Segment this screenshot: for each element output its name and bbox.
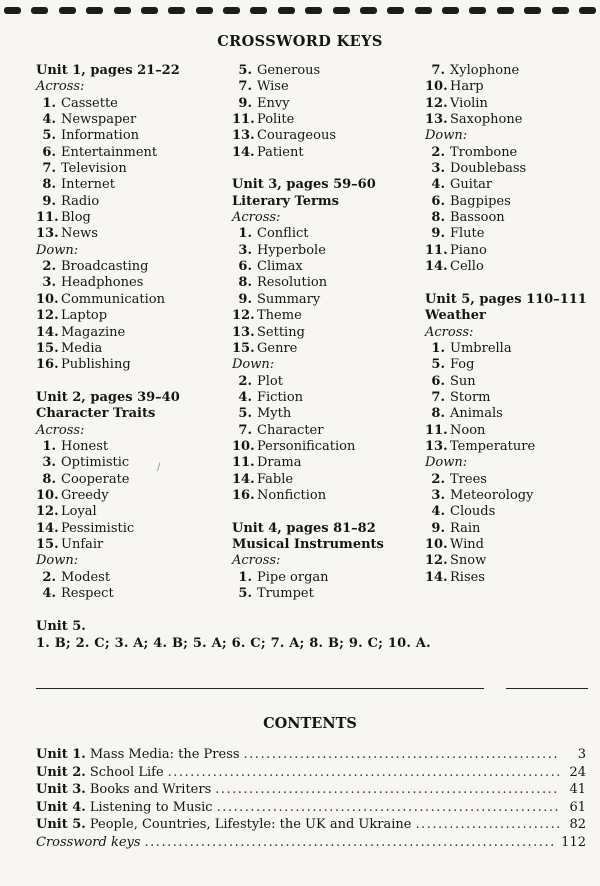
key-entry xyxy=(36,472,226,488)
answer-word: Clouds xyxy=(450,504,496,520)
contents-page-number: 61 xyxy=(569,799,586,815)
clue-number: 9. xyxy=(431,226,445,242)
answer-word: Fog xyxy=(450,357,475,373)
answer-word: Drama xyxy=(257,455,302,471)
clue-number: 7. xyxy=(431,63,445,78)
clue-number: 5. xyxy=(238,586,252,601)
section-heading: Unit 2, pages 39–40 xyxy=(36,389,180,405)
key-entry xyxy=(36,96,226,112)
clue-number: 2. xyxy=(431,471,445,487)
answer-word: Envy xyxy=(257,95,290,111)
contents-title-text: School Life xyxy=(89,764,164,780)
contents-page-number: 82 xyxy=(569,817,586,832)
answer-word: Temperature xyxy=(450,438,536,454)
clue-number: 8. xyxy=(431,406,445,422)
key-entry xyxy=(232,341,422,357)
direction-label: Across: xyxy=(36,79,85,95)
clue-number: 10. xyxy=(36,487,59,503)
answer-word: Internet xyxy=(61,177,115,193)
dot-leader xyxy=(244,747,560,762)
key-entry xyxy=(232,472,422,488)
contents-row xyxy=(36,835,586,853)
answer-word: Rain xyxy=(450,520,481,536)
key-entry xyxy=(232,79,422,95)
answer-word: Saxophone xyxy=(450,112,523,128)
clue-number: 11. xyxy=(232,455,255,471)
answer-word: Genre xyxy=(257,340,298,356)
contents-unit: Unit 5. xyxy=(36,817,86,832)
key-entry xyxy=(425,472,595,488)
clue-number: 16. xyxy=(36,357,59,373)
answer-word: Entertainment xyxy=(61,144,158,160)
key-entry xyxy=(232,325,422,341)
key-entry xyxy=(425,374,595,390)
key-entry xyxy=(36,586,226,602)
answer-word: Optimistic xyxy=(61,455,130,471)
answer-word: Trumpet xyxy=(257,586,314,601)
key-entry xyxy=(232,439,422,455)
key-entry xyxy=(232,112,422,128)
key-entry xyxy=(36,439,226,455)
clue-number: 14. xyxy=(425,569,448,585)
answer-word: Respect xyxy=(61,586,114,601)
answer-word: News xyxy=(61,226,98,242)
answer-word: Noon xyxy=(450,422,486,438)
clue-number: 10. xyxy=(232,438,255,454)
clue-number: 14. xyxy=(232,471,255,487)
answer-word: Communication xyxy=(61,291,165,307)
answer-word: Fiction xyxy=(257,389,304,405)
clue-number: 4. xyxy=(42,112,56,128)
answer-word: Climax xyxy=(257,259,303,275)
section-heading: Unit 5, pages 110–111 xyxy=(425,291,587,307)
contents-page-number: 3 xyxy=(577,747,586,762)
key-entry xyxy=(36,488,226,504)
clue-number: 11. xyxy=(36,210,59,226)
clue-number: 2. xyxy=(42,569,56,585)
answer-word: Animals xyxy=(450,406,503,422)
answer-word: Cassette xyxy=(61,95,118,111)
contents-title-text: Crossword keys xyxy=(36,834,141,850)
key-entry xyxy=(425,439,595,455)
answer-word: Snow xyxy=(450,553,487,569)
direction-label: Across: xyxy=(425,324,474,340)
section-heading: Weather xyxy=(425,308,486,324)
clue-number: 14. xyxy=(36,324,59,340)
direction-label: Across: xyxy=(232,210,281,226)
key-entry xyxy=(36,128,226,144)
key-entry xyxy=(36,570,226,586)
clue-number: 7. xyxy=(431,389,445,405)
answer-word: Trombone xyxy=(450,144,518,160)
answer-word: Loyal xyxy=(61,504,97,520)
clue-number: 12. xyxy=(232,308,255,324)
key-entry xyxy=(36,325,226,341)
clue-number: 3. xyxy=(42,275,56,291)
clue-number: 5. xyxy=(238,63,252,78)
answer-word: Guitar xyxy=(450,177,493,193)
key-entry xyxy=(232,275,422,291)
answer-word: Plot xyxy=(257,373,283,389)
clue-number: 11. xyxy=(232,112,255,128)
key-entry xyxy=(425,161,595,177)
contents-page-number: 24 xyxy=(569,764,586,780)
key-entry xyxy=(425,259,595,275)
clue-number: 3. xyxy=(431,161,445,177)
clue-number: 11. xyxy=(425,422,448,438)
page-title: CROSSWORD KEYS xyxy=(217,33,383,50)
answer-word: Flute xyxy=(450,226,485,242)
answer-word: Harp xyxy=(450,79,484,95)
answer-word: Resolution xyxy=(257,275,328,291)
contents-row xyxy=(36,782,586,800)
answer-word: Pessimistic xyxy=(61,520,135,536)
key-entry xyxy=(36,161,226,177)
answer-word: Magazine xyxy=(61,324,126,340)
clue-number: 4. xyxy=(238,389,252,405)
key-entry xyxy=(36,194,226,210)
answer-word: Wind xyxy=(450,536,484,552)
answer-word: Rises xyxy=(450,569,485,585)
answer-word: Trees xyxy=(450,471,487,487)
keys-column-3 xyxy=(425,63,595,586)
clue-number: 2. xyxy=(238,373,252,389)
contents-row xyxy=(36,817,586,835)
answer-word: Violin xyxy=(450,95,488,111)
answer-word: Nonfiction xyxy=(257,487,327,503)
answer-word: Modest xyxy=(61,569,111,585)
key-entry xyxy=(425,79,595,95)
answer-word: Honest xyxy=(61,438,109,454)
contents-page-number: 112 xyxy=(561,834,586,850)
key-entry xyxy=(232,292,422,308)
key-entry xyxy=(36,341,226,357)
answer-word: Generous xyxy=(257,63,321,78)
answer-word: Summary xyxy=(257,291,321,307)
answer-word: Storm xyxy=(450,389,491,405)
key-entry xyxy=(232,455,422,471)
answer-word: Character xyxy=(257,422,324,438)
clue-number: 6. xyxy=(238,259,252,275)
key-entry xyxy=(232,423,422,439)
key-entry xyxy=(425,226,595,242)
stray-mark: / xyxy=(157,462,161,473)
contents-row xyxy=(36,800,586,818)
spacer xyxy=(425,275,595,291)
clue-number: 13. xyxy=(425,112,448,128)
contents-title-text: Books and Writers xyxy=(89,782,212,797)
clue-number: 8. xyxy=(431,210,445,226)
answer-word: Piano xyxy=(450,242,487,258)
key-entry xyxy=(36,357,226,373)
answer-word: Myth xyxy=(257,406,292,422)
key-entry xyxy=(425,423,595,439)
clue-number: 12. xyxy=(36,308,59,324)
clue-number: 14. xyxy=(232,144,255,160)
key-entry xyxy=(232,406,422,422)
key-entry xyxy=(425,243,595,259)
section-heading: Musical Instruments xyxy=(232,536,384,552)
clue-number: 12. xyxy=(425,553,448,569)
contents-unit: Unit 4. xyxy=(36,799,86,815)
key-entry xyxy=(425,406,595,422)
answer-word: Xylophone xyxy=(450,63,520,78)
spiral-binding xyxy=(4,7,596,15)
contents-unit: Unit 1. xyxy=(36,747,86,762)
key-entry xyxy=(232,243,422,259)
answer-word: Bagpipes xyxy=(450,193,511,209)
key-entry xyxy=(36,308,226,324)
contents-list xyxy=(36,747,586,852)
key-entry xyxy=(232,488,422,504)
answer-word: Cooperate xyxy=(61,471,130,487)
dot-leader xyxy=(215,782,560,797)
clue-number: 8. xyxy=(238,275,252,291)
contents-row xyxy=(36,747,586,765)
answer-word: Headphones xyxy=(61,275,144,291)
contents-title-text: People, Countries, Lifestyle: the UK and Ukraine xyxy=(89,817,412,832)
answer-word: Personification xyxy=(257,438,356,454)
answer-word: Meteorology xyxy=(450,487,534,503)
key-entry xyxy=(425,210,595,226)
key-entry xyxy=(425,63,595,79)
answer-word: Conflict xyxy=(257,226,309,242)
key-entry xyxy=(232,63,422,79)
section-heading: Unit 4, pages 81–82 xyxy=(232,520,376,536)
clue-number: 2. xyxy=(42,259,56,275)
answer-word: Hyperbole xyxy=(257,242,326,258)
clue-number: 2. xyxy=(431,144,445,160)
key-entry xyxy=(425,521,595,537)
key-entry xyxy=(36,226,226,242)
key-entry xyxy=(36,259,226,275)
clue-number: 15. xyxy=(36,340,59,356)
clue-number: 8. xyxy=(42,177,56,193)
clue-number: 1. xyxy=(431,340,445,356)
unit5-answers xyxy=(36,619,431,652)
answer-word: Pipe organ xyxy=(257,569,329,585)
clue-number: 10. xyxy=(425,536,448,552)
clue-number: 9. xyxy=(42,193,56,209)
answer-word: Blog xyxy=(61,210,91,226)
key-entry xyxy=(36,145,226,161)
key-entry xyxy=(425,194,595,210)
direction-label: Down: xyxy=(425,455,468,471)
answer-word: Information xyxy=(61,128,140,144)
answer-word: Television xyxy=(61,161,127,177)
clue-number: 13. xyxy=(36,226,59,242)
direction-label: Down: xyxy=(232,357,275,373)
answer-word: Greedy xyxy=(61,487,109,503)
key-entry xyxy=(36,112,226,128)
key-entry xyxy=(425,112,595,128)
direction-label: Down: xyxy=(36,553,79,569)
spacer xyxy=(36,374,226,390)
key-entry xyxy=(425,537,595,553)
key-entry xyxy=(36,275,226,291)
answer-word: Publishing xyxy=(61,357,131,373)
direction-label: Across: xyxy=(232,553,281,569)
key-entry xyxy=(232,259,422,275)
key-entry xyxy=(425,488,595,504)
answer-word: Patient xyxy=(257,144,304,160)
key-entry xyxy=(425,341,595,357)
key-entry xyxy=(36,521,226,537)
answer-word: Wise xyxy=(257,79,289,95)
clue-number: 4. xyxy=(431,504,445,520)
clue-number: 14. xyxy=(36,520,59,536)
answer-word: Polite xyxy=(257,112,295,128)
clue-number: 13. xyxy=(232,128,255,144)
key-entry xyxy=(232,128,422,144)
dot-leader xyxy=(415,817,560,832)
contents-unit: Unit 2. xyxy=(36,764,86,780)
answer-word: Laptop xyxy=(61,308,108,324)
key-entry xyxy=(36,504,226,520)
clue-number: 3. xyxy=(42,455,56,471)
clue-number: 6. xyxy=(431,193,445,209)
contents-unit: Unit 3. xyxy=(36,782,86,797)
clue-number: 9. xyxy=(238,95,252,111)
clue-number: 3. xyxy=(431,487,445,503)
contents-title-text: Listening to Music xyxy=(89,799,213,815)
answer-word: Broadcasting xyxy=(61,259,149,275)
clue-number: 1. xyxy=(42,438,56,454)
clue-number: 1. xyxy=(238,226,252,242)
answer-word: Theme xyxy=(257,308,302,324)
contents-title-text: Mass Media: the Press xyxy=(89,747,240,762)
contents-page-number: 41 xyxy=(569,782,586,797)
clue-number: 3. xyxy=(238,242,252,258)
section-heading: Unit 3, pages 59–60 xyxy=(232,177,376,193)
key-entry xyxy=(232,96,422,112)
divider-line xyxy=(36,688,484,689)
clue-number: 5. xyxy=(431,357,445,373)
unit5-answer-list: 1. B; 2. C; 3. A; 4. B; 5. A; 6. C; 7. A; 8. B; 9. C; 10. A. xyxy=(36,635,431,651)
clue-number: 11. xyxy=(425,242,448,258)
key-entry xyxy=(425,570,595,586)
key-entry xyxy=(232,308,422,324)
clue-number: 15. xyxy=(232,340,255,356)
key-entry xyxy=(36,292,226,308)
answer-word: Radio xyxy=(61,193,100,209)
section-heading: Unit 1, pages 21–22 xyxy=(36,63,180,78)
spacer xyxy=(232,504,422,520)
contents-title: CONTENTS xyxy=(263,715,357,732)
key-entry xyxy=(232,570,422,586)
clue-number: 7. xyxy=(42,161,56,177)
answer-word: Bassoon xyxy=(450,210,505,226)
answer-word: Fable xyxy=(257,471,294,487)
spacer xyxy=(232,161,422,177)
clue-number: 15. xyxy=(36,536,59,552)
key-entry xyxy=(425,357,595,373)
clue-number: 4. xyxy=(42,586,56,601)
key-entry xyxy=(425,504,595,520)
unit5-heading: Unit 5. xyxy=(36,619,86,634)
clue-number: 1. xyxy=(42,95,56,111)
key-entry xyxy=(425,390,595,406)
clue-number: 14. xyxy=(425,259,448,275)
clue-number: 13. xyxy=(232,324,255,340)
key-entry xyxy=(232,390,422,406)
clue-number: 10. xyxy=(36,291,59,307)
key-entry xyxy=(36,455,226,471)
direction-label: Down: xyxy=(425,128,468,144)
answer-word: Unfair xyxy=(61,536,104,552)
clue-number: 5. xyxy=(238,406,252,422)
contents-row xyxy=(36,765,586,783)
clue-number: 13. xyxy=(425,438,448,454)
key-entry xyxy=(36,537,226,553)
key-entry xyxy=(425,96,595,112)
clue-number: 4. xyxy=(431,177,445,193)
clue-number: 9. xyxy=(238,291,252,307)
section-heading: Literary Terms xyxy=(232,193,339,209)
answer-word: Setting xyxy=(257,324,305,340)
clue-number: 9. xyxy=(431,520,445,536)
key-entry xyxy=(425,553,595,569)
clue-number: 12. xyxy=(425,95,448,111)
keys-column-2 xyxy=(232,63,422,602)
answer-word: Umbrella xyxy=(450,340,512,356)
key-entry xyxy=(425,177,595,193)
clue-number: 1. xyxy=(238,569,252,585)
section-heading: Character Traits xyxy=(36,406,156,422)
dot-leader xyxy=(217,800,560,815)
clue-number: 7. xyxy=(238,422,252,438)
clue-number: 12. xyxy=(36,504,59,520)
answer-word: Sun xyxy=(450,373,476,389)
clue-number: 7. xyxy=(238,79,252,95)
answer-word: Courageous xyxy=(257,128,336,144)
divider-line-short xyxy=(506,688,588,689)
clue-number: 6. xyxy=(42,144,56,160)
direction-label: Down: xyxy=(36,242,79,258)
answer-word: Doublebass xyxy=(450,161,527,177)
key-entry xyxy=(36,177,226,193)
key-entry xyxy=(36,210,226,226)
dot-leader xyxy=(145,835,558,850)
clue-number: 8. xyxy=(42,471,56,487)
keys-column-1 xyxy=(36,63,226,602)
key-entry xyxy=(232,145,422,161)
dot-leader xyxy=(168,765,560,780)
direction-label: Across: xyxy=(36,422,85,438)
key-entry xyxy=(232,374,422,390)
key-entry xyxy=(425,145,595,161)
clue-number: 16. xyxy=(232,487,255,503)
clue-number: 6. xyxy=(431,373,445,389)
key-entry xyxy=(232,586,422,602)
answer-word: Media xyxy=(61,340,103,356)
key-entry xyxy=(232,226,422,242)
answer-word: Newspaper xyxy=(61,112,137,128)
answer-word: Cello xyxy=(450,259,484,275)
clue-number: 5. xyxy=(42,128,56,144)
clue-number: 10. xyxy=(425,79,448,95)
